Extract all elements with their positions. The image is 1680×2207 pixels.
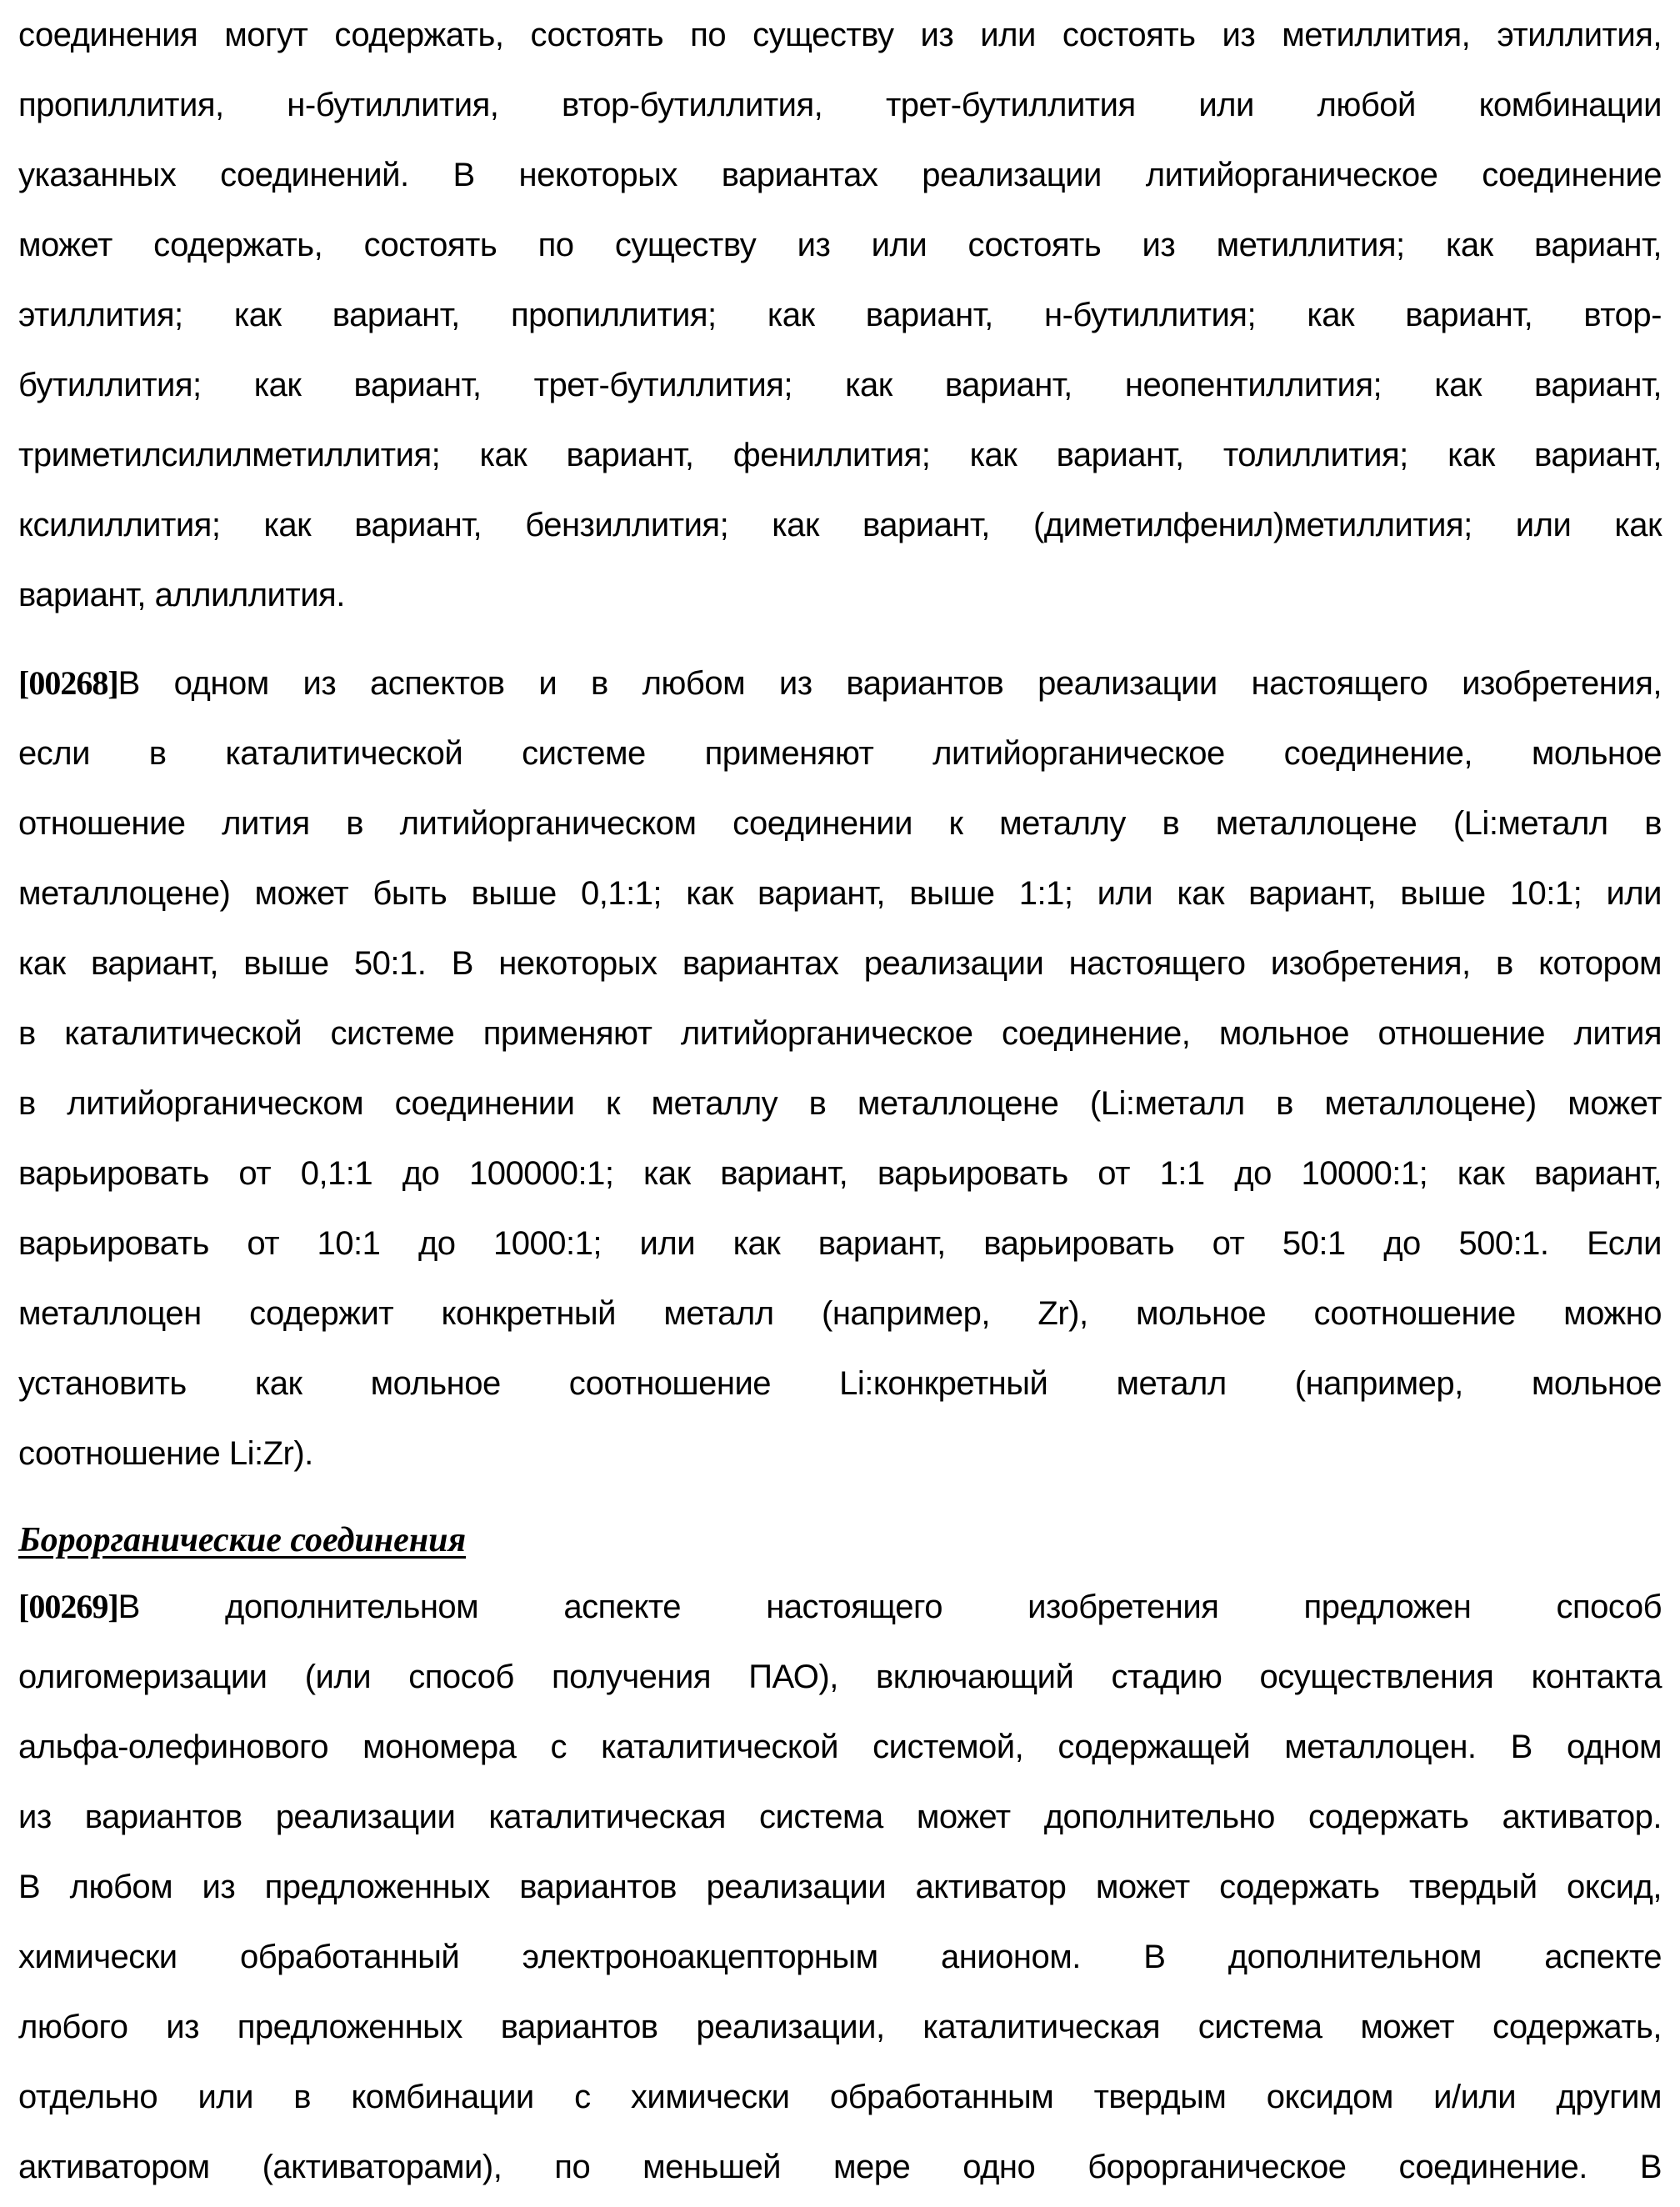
text-line: указанных соединений. В некоторых вариантах реализации литийорганическое соединение	[18, 157, 1662, 193]
text-line: олигомеризации (или способ получения ПАО), включающий стадию осуществления контакта	[18, 1659, 1662, 1695]
text-line: соединения могут содержать, состоять по существу из или состоять из метиллития, этиллития,	[18, 17, 1662, 53]
text-span: В дополнительном аспекте настоящего изобретения предложен способ	[118, 1589, 1662, 1625]
text-line: металлоцен содержит конкретный металл (например, Zr), мольное соотношение можно	[18, 1295, 1662, 1332]
paragraph-number: [00269]	[18, 1588, 118, 1625]
text-line: ксилиллития; как вариант, бензиллития; как вариант, (диметилфенил)метиллития; или как	[18, 507, 1662, 543]
paragraph-number: [00268]	[18, 664, 118, 702]
text-line: в каталитической системе применяют литийорганическое соединение, мольное отношение лития	[18, 1015, 1662, 1052]
paragraph-00268-first-line	[18, 658, 1662, 708]
text-line: любого из предложенных вариантов реализации, каталитическая система может содержать,	[18, 2009, 1662, 2045]
text-span: В одном из аспектов и в любом из вариантов реализации настоящего изобретения,	[118, 665, 1662, 702]
text-line: химически обработанный электроноакцепторным анионом. В дополнительном аспекте	[18, 1939, 1662, 1975]
text-line: отдельно или в комбинации с химически обработанным твердым оксидом и/или другим	[18, 2079, 1662, 2115]
text-line: альфа-олефинового мономера с каталитической системой, содержащей металлоцен. В одном	[18, 1729, 1662, 1765]
text-line: если в каталитической системе применяют литийорганическое соединение, мольное	[18, 735, 1662, 772]
text-line: отношение лития в литийорганическом соединении к металлу в металлоцене (Li:металл в	[18, 805, 1662, 842]
text-line: вариант, аллиллития.	[18, 577, 345, 613]
text-line: как вариант, выше 50:1. В некоторых вариантах реализации настоящего изобретения, в котором	[18, 945, 1662, 982]
text-line: может содержать, состоять по существу из или состоять из метиллития; как вариант,	[18, 227, 1662, 263]
text-line: установить как мольное соотношение Li:конкретный металл (например, мольное	[18, 1365, 1662, 1402]
text-line: металлоцене) может быть выше 0,1:1; как вариант, выше 1:1; или как вариант, выше 10:1; или	[18, 875, 1662, 912]
text-line: пропиллития, н-бутиллития, втор-бутиллития, трет-бутиллития или любой комбинации	[18, 87, 1662, 123]
text-line: варьировать от 0,1:1 до 100000:1; как вариант, варьировать от 1:1 до 10000:1; как вариант,	[18, 1155, 1662, 1192]
text-line: варьировать от 10:1 до 1000:1; или как вариант, варьировать от 50:1 до 500:1. Если	[18, 1225, 1662, 1262]
text-line: триметилсилилметиллития; как вариант, фениллития; как вариант, толиллития; как вариант,	[18, 437, 1662, 473]
text-line: бутиллития; как вариант, трет-бутиллития; как вариант, неопентиллития; как вариант,	[18, 367, 1662, 403]
text-line: из вариантов реализации каталитическая система может дополнительно содержать активатор.	[18, 1799, 1662, 1835]
section-heading: Борорганические соединения	[18, 1521, 467, 1559]
text-line: соотношение Li:Zr).	[18, 1435, 313, 1472]
text-line: активатором (активаторами), по меньшей мере одно борорганическое соединение. В	[18, 2149, 1662, 2185]
text-line: этиллития; как вариант, пропиллития; как вариант, н-бутиллития; как вариант, втор-	[18, 297, 1662, 333]
text-line: В любом из предложенных вариантов реализации активатор может содержать твердый оксид,	[18, 1869, 1662, 1905]
paragraph-00269-first-line	[18, 1582, 1662, 1632]
text-line: в литийорганическом соединении к металлу в металлоцене (Li:металл в металлоцене) может	[18, 1085, 1662, 1122]
